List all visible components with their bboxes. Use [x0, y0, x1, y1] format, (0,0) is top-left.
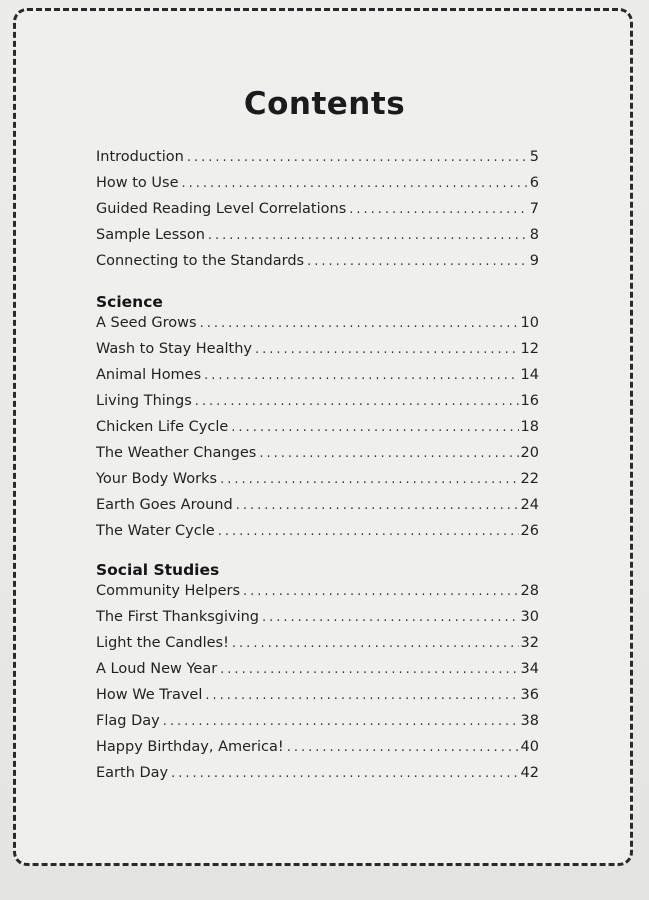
toc-entry-label: Animal Homes	[96, 367, 202, 383]
toc-page-number: 18	[520, 419, 539, 435]
toc-entry-label: The First Thanksgiving	[96, 609, 260, 625]
dot-leader	[220, 662, 518, 677]
toc-page-number: 9	[529, 253, 539, 269]
dot-leader	[259, 446, 518, 461]
dot-leader	[232, 636, 519, 651]
toc-entry	[96, 635, 539, 661]
toc-entry-label: Connecting to the Standards	[96, 253, 305, 269]
toc-entry-label: The Weather Changes	[96, 445, 257, 461]
toc-page-number: 8	[529, 227, 539, 243]
toc-entry	[96, 315, 539, 341]
toc-page-number: 14	[520, 367, 539, 383]
toc-entry-label: Flag Day	[96, 713, 160, 729]
toc-entry-label: Guided Reading Level Correlations	[96, 201, 347, 217]
toc-page-number: 16	[520, 393, 539, 409]
toc-entry-label: Community Helpers	[96, 583, 241, 599]
toc-entry-label: The Water Cycle	[96, 523, 215, 539]
toc-page-number: 20	[520, 445, 539, 461]
toc-entry	[96, 445, 539, 471]
toc-page-number: 6	[529, 175, 539, 191]
section-heading-social-studies: Social Studies	[96, 561, 220, 579]
toc-page-number: 36	[520, 687, 539, 703]
toc-entry-label: A Seed Grows	[96, 315, 197, 331]
toc-entry-label: Wash to Stay Healthy	[96, 341, 252, 357]
toc-page-number: 40	[520, 739, 539, 755]
toc-page-number: 24	[520, 497, 539, 513]
toc-entry-label: Earth Day	[96, 765, 169, 781]
toc-entry-label: Your Body Works	[96, 471, 218, 487]
dot-leader	[255, 342, 519, 357]
toc-entry	[96, 201, 539, 227]
toc-page-number: 32	[520, 635, 539, 651]
toc-social-studies-section	[96, 557, 539, 791]
toc-entry	[96, 393, 539, 419]
toc-page-number: 34	[520, 661, 539, 677]
toc-entry	[96, 419, 539, 445]
toc-entry	[96, 661, 539, 687]
toc-entry	[96, 713, 539, 739]
dot-leader	[187, 150, 528, 165]
dot-leader	[204, 368, 518, 383]
toc-entry	[96, 227, 539, 253]
toc-science-section	[96, 289, 539, 549]
dot-leader	[200, 316, 519, 331]
toc-page-number: 30	[520, 609, 539, 625]
dot-leader	[163, 714, 519, 729]
toc-entry	[96, 341, 539, 367]
dot-leader	[243, 584, 519, 599]
dot-leader	[349, 202, 528, 217]
toc-front-matter	[96, 149, 539, 279]
toc-entry	[96, 149, 539, 175]
toc-page-number: 7	[529, 201, 539, 217]
toc-page-number: 42	[520, 765, 539, 781]
dot-leader	[205, 688, 518, 703]
dot-leader	[236, 498, 519, 513]
toc-entry	[96, 609, 539, 635]
toc-entry-label: Chicken Life Cycle	[96, 419, 229, 435]
toc-entry	[96, 497, 539, 523]
dot-leader	[307, 254, 528, 269]
toc-entry	[96, 367, 539, 393]
dot-leader	[262, 610, 519, 625]
toc-entry	[96, 253, 539, 279]
toc-entry	[96, 739, 539, 765]
dot-leader	[231, 420, 518, 435]
section-heading-science: Science	[96, 293, 163, 311]
toc-entry-label: Earth Goes Around	[96, 497, 233, 513]
dot-leader	[182, 176, 528, 191]
dot-leader	[171, 766, 518, 781]
dot-leader	[195, 394, 519, 409]
toc-entry	[96, 687, 539, 713]
toc-entry	[96, 765, 539, 791]
toc-page-number: 28	[520, 583, 539, 599]
toc-entry-label: A Loud New Year	[96, 661, 218, 677]
toc-page-number: 22	[520, 471, 539, 487]
toc-page-number: 12	[520, 341, 539, 357]
toc-entry-label: How to Use	[96, 175, 179, 191]
toc-entry-label: Happy Birthday, America!	[96, 739, 284, 755]
toc-entry	[96, 583, 539, 609]
toc-page-number: 26	[520, 523, 539, 539]
toc-entry-label: How We Travel	[96, 687, 203, 703]
page-title: Contents	[243, 86, 406, 122]
toc-page-number: 38	[520, 713, 539, 729]
toc-entry	[96, 471, 539, 497]
toc-entry-label: Sample Lesson	[96, 227, 205, 243]
toc-entry-label: Living Things	[96, 393, 192, 409]
dot-leader	[208, 228, 528, 243]
dot-leader	[287, 740, 519, 755]
toc-entry	[96, 175, 539, 201]
dot-leader	[220, 472, 518, 487]
dot-leader	[218, 524, 519, 539]
toc-entry	[96, 523, 539, 549]
toc-entry-label: Introduction	[96, 149, 184, 165]
toc-page-number: 5	[529, 149, 539, 165]
toc-entry-label: Light the Candles!	[96, 635, 229, 651]
toc-page-number: 10	[520, 315, 539, 331]
